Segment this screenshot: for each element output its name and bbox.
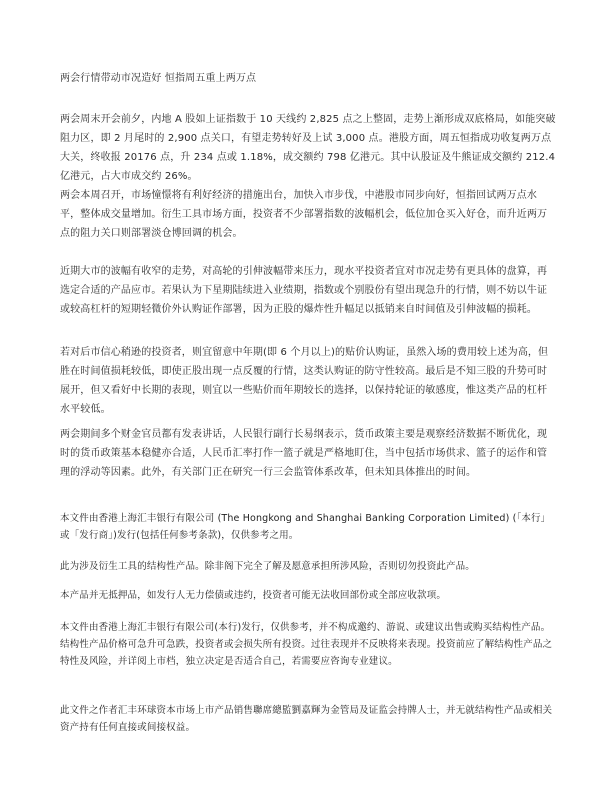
article-paragraph: 两会周末开会前夕，内地 A 股如上证指数于 10 天线约 2,825 点之上整固，走势上渐形成双底格局，如能突破阻力区，即 2 月尾时的 2,900 点关口，有望走势转好及上试 3,000 点。港股方面，周五恒指成功收复两万点大关，终收报 20176 点，升 234 点或 1.18%，成交额约 798 亿港元。其中认股证及牛熊证成交额约 212.4 亿港元，占大市成交约 26%。: [60, 114, 556, 182]
disclaimer-derivative-warning: 此为涉及衍生工具的结构性产品。除非阁下完全了解及愿意承担所涉风险，否则切勿投资此产品。: [60, 561, 475, 572]
disclaimer-no-collateral: 本产品并无抵押品，如发行人无力偿债或违约，投资者可能无法收回部份或全部应收款项。: [60, 590, 447, 601]
article-paragraph: 两会期间多个财金官员都有发表讲话，人民银行副行长易纲表示，货币政策主要是观察经济数据不断优化，现时的货币政策基本稳健亦合适，人民币汇率打作一篮子就是严格地盯住，当中包括市场供求、篮子的运作和管理的浮动等因素。此外，有关部门正在研究一行三会监管体系改革，但未知具体推出的时间。: [60, 429, 548, 478]
article-paragraph: 两会本周召开，市场憧憬将有利好经济的措施出台，加快入市步伐，中港股市同步向好，恒指回试两万点水平，整体成交量增加。衍生工具市场方面，投资者不少部署指数的波幅机会，低位加仓买入好仓，而升近两万点的阻力关口则部署淡仓博回调的机会。: [60, 190, 548, 239]
disclaimer-issuer: 本文件由香港上海汇丰银行有限公司 (The Hongkong and Shanghai Banking Corporation Limited) (「本行」或「发行商」)发行(包括任何参考条款)，仅供参考之用。: [60, 513, 551, 541]
article-paragraph: 若对后市信心稍逊的投资者，则宜留意中年期(即 6 个月以上)的贴价认购证，虽然入场的费用较上述为高，但胜在时间值损耗较低，即使正股出现一点反覆的行情，这类认购证的防守性较高。最后是不知三股的升势可时展开，但又看好中长期的表现，则宜以一些贴价而年期较长的选择，以保持轮证的敏感度，惟这类产品的杠杆水平较低。: [60, 347, 549, 415]
article-paragraph: 近期大市的波幅有收窄的走势，对高轮的引伸波幅带来压力，现水平投资者宜对市况走势有更具体的盘算，再选定合适的产品应市。若果认为下星期陆续进入业绩期，指数或个别股份有望出现急升的行情，则不妨以牛证或较高杠杆的短期轻微价外认购证作部署，因为正股的爆炸性升幅足以抵销来自时间值及引伸波幅的损耗。: [60, 266, 548, 315]
article-title: 两会行情带动市况造好 恒指周五重上两万点: [60, 73, 257, 84]
disclaimer-risk-statement: 本文件由香港上海汇丰银行有限公司(本行)发行，仅供参考，并不构成邀约、游说、或建议出售或购买结构性产品。结构性产品价格可急升可急跌，投资者或会损失所有投资。过往表现并不反映将来表现。投资前应了解结构性产品之特性及风险，并详阅上市档，独立决定是否适合自己，若需要应咨询专业建议。: [60, 622, 553, 667]
disclaimer-author-interest: 此文件之作者汇丰环球资本市场上市产品销售聯席總監劉嘉輝为金管局及证监会持牌人士，并无就结构性产品或相关资产持有任何直接或间接权益。: [60, 705, 553, 733]
